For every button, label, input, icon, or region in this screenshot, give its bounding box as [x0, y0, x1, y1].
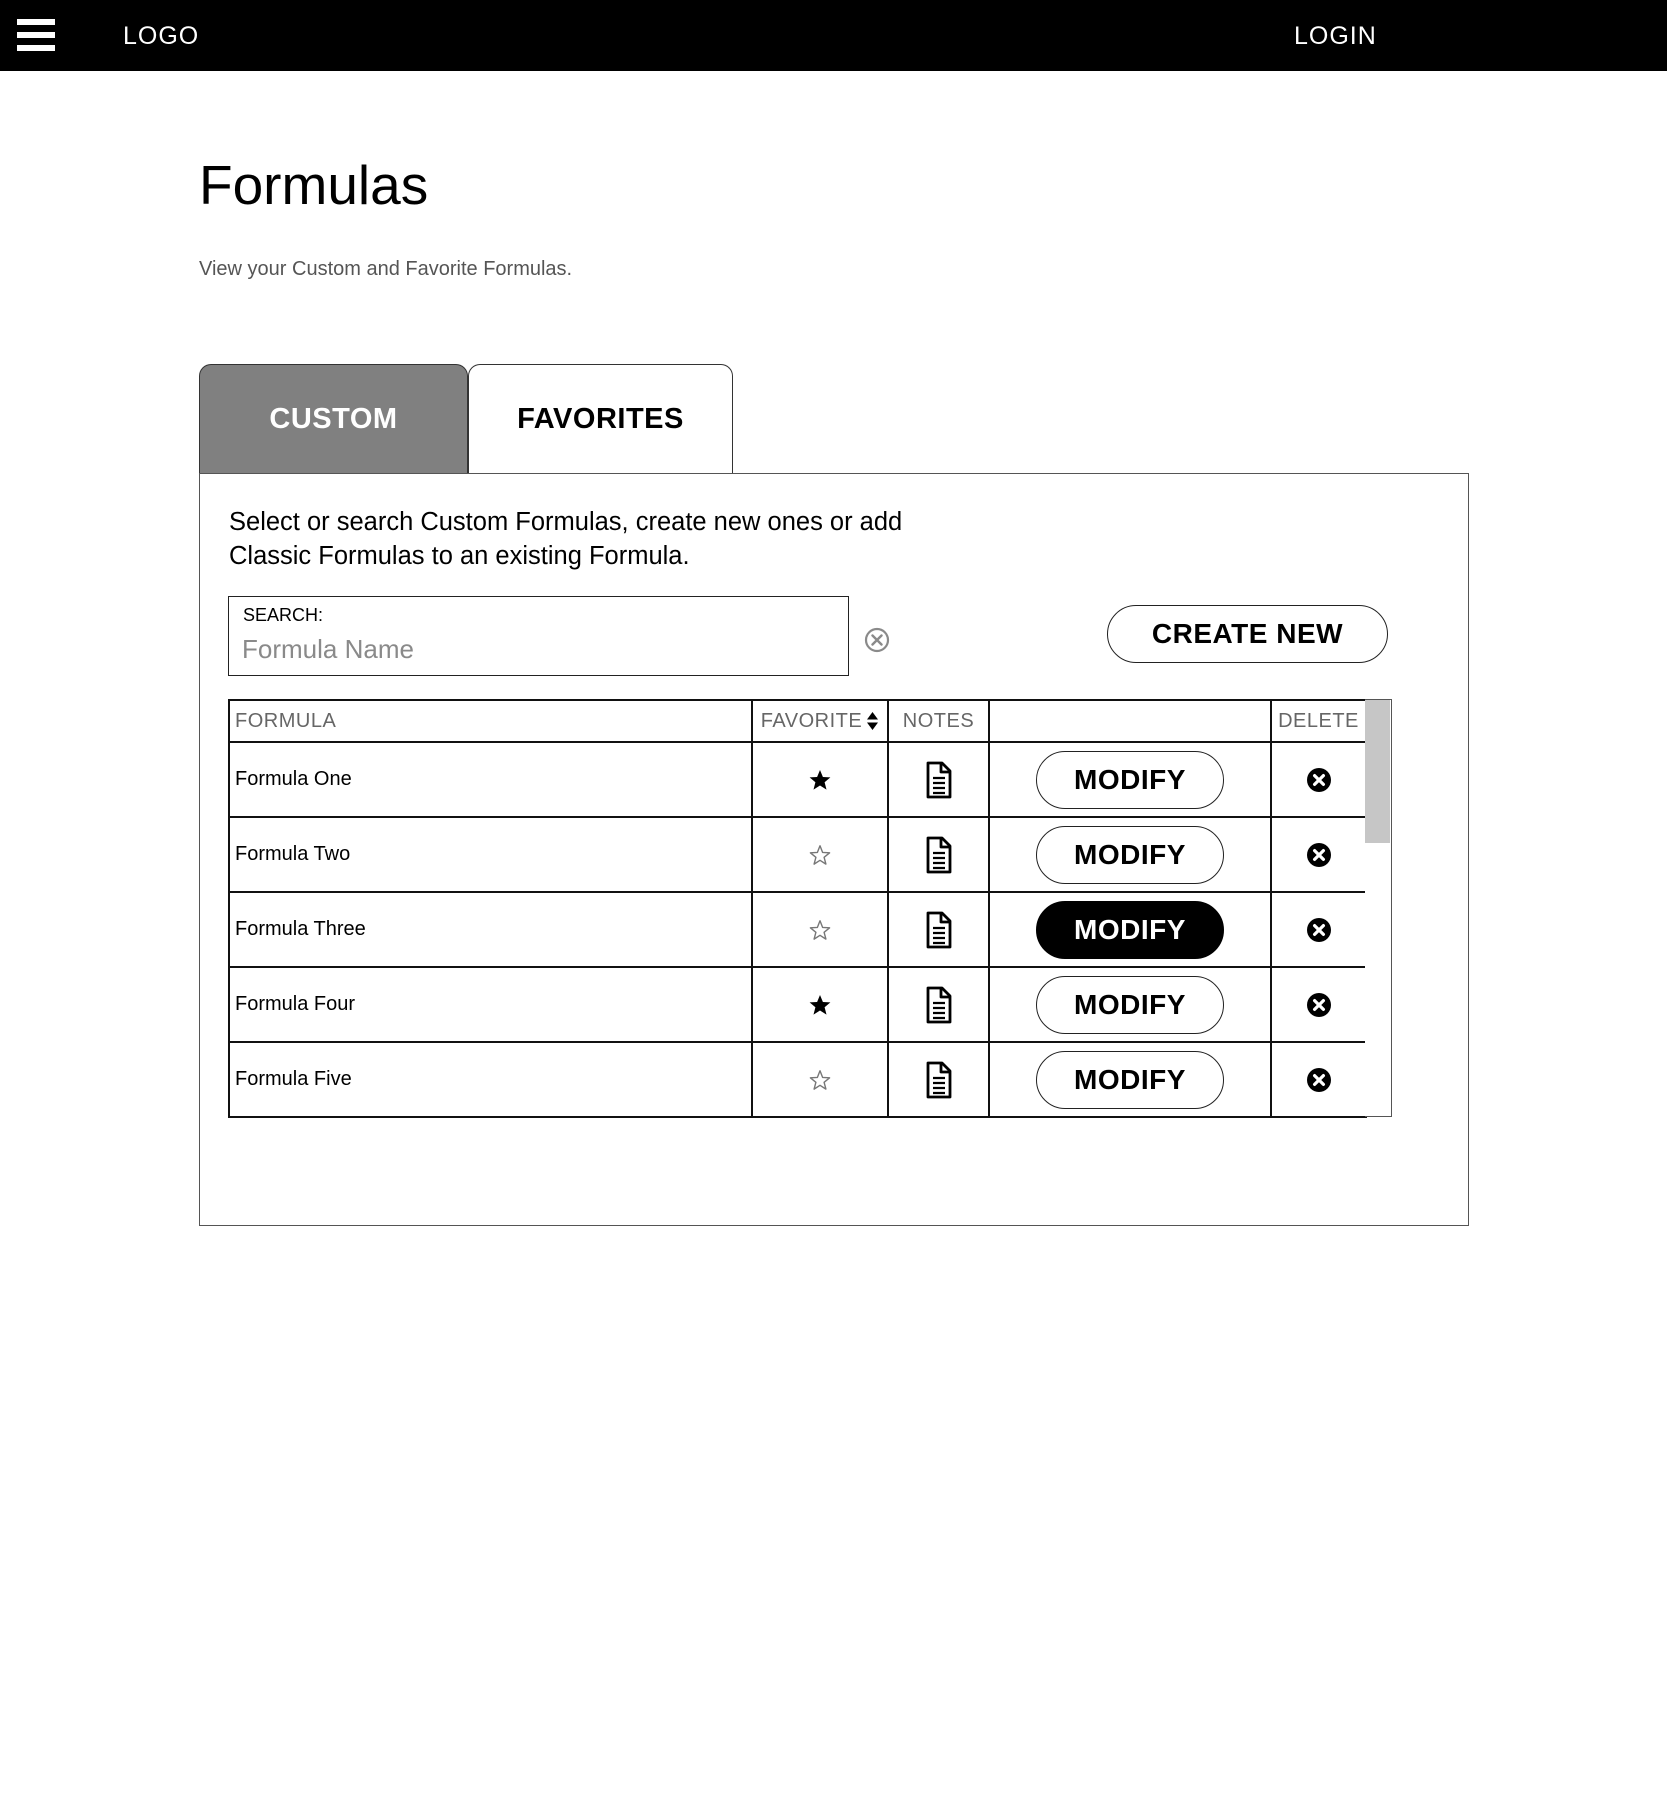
table-scrollbar[interactable]	[1365, 699, 1392, 1117]
page-title: Formulas	[199, 154, 429, 216]
notes-document-icon[interactable]	[925, 836, 953, 874]
notes-cell	[888, 892, 989, 967]
notes-document-icon[interactable]	[925, 1061, 953, 1099]
table-row[interactable]	[229, 1042, 1366, 1117]
formula-name[interactable]: Formula Four	[229, 967, 752, 1042]
action-cell	[989, 892, 1271, 967]
star-filled-icon[interactable]	[808, 993, 832, 1017]
page-subtitle: View your Custom and Favorite Formulas.	[199, 258, 573, 280]
favorite-cell	[752, 742, 888, 817]
sort-icon[interactable]	[866, 711, 879, 731]
column-header-delete: DELETE	[1271, 700, 1366, 742]
notes-cell	[888, 1042, 989, 1117]
formulas-table	[228, 699, 1367, 1118]
table-header-row	[229, 700, 1366, 742]
delete-x-icon[interactable]	[1306, 1067, 1332, 1093]
tab-custom[interactable]: CUSTOM	[199, 364, 468, 473]
notes-document-icon[interactable]	[925, 761, 953, 799]
delete-cell	[1271, 967, 1366, 1042]
table-row[interactable]	[229, 967, 1366, 1042]
action-cell	[989, 742, 1271, 817]
logo[interactable]: LOGO	[123, 22, 200, 50]
action-cell	[989, 967, 1271, 1042]
modify-button[interactable]: MODIFY	[1036, 751, 1224, 809]
delete-cell	[1271, 1042, 1366, 1117]
delete-x-icon[interactable]	[1306, 767, 1332, 793]
star-filled-icon[interactable]	[808, 768, 832, 792]
panel-description-line: Classic Formulas to an existing Formula.	[229, 542, 690, 570]
formulas-table-container	[228, 699, 1392, 1117]
column-header-formula: FORMULA	[229, 700, 752, 742]
create-new-button[interactable]: CREATE NEW	[1107, 605, 1388, 663]
delete-x-icon[interactable]	[1306, 842, 1332, 868]
column-header-action	[989, 700, 1271, 742]
search-label: SEARCH:	[243, 605, 324, 625]
modify-button[interactable]: MODIFY	[1036, 1051, 1224, 1109]
column-header-notes: NOTES	[888, 700, 989, 742]
notes-cell	[888, 817, 989, 892]
formula-name[interactable]: Formula Five	[229, 1042, 752, 1117]
action-cell	[989, 1042, 1271, 1117]
notes-cell	[888, 742, 989, 817]
formula-name[interactable]: Formula Two	[229, 817, 752, 892]
delete-cell	[1271, 892, 1366, 967]
star-outline-icon[interactable]	[808, 843, 832, 867]
favorite-cell	[752, 1042, 888, 1117]
scrollbar-thumb[interactable]	[1365, 700, 1390, 843]
modify-button[interactable]: MODIFY	[1036, 826, 1224, 884]
login-link[interactable]: LOGIN	[1294, 22, 1377, 50]
panel-description-line: Select or search Custom Formulas, create new ones or add	[229, 508, 903, 536]
hamburger-menu-icon[interactable]	[17, 19, 55, 51]
column-header-favorite[interactable]	[752, 700, 888, 742]
modify-button[interactable]: MODIFY	[1036, 976, 1224, 1034]
formula-name[interactable]: Formula Three	[229, 892, 752, 967]
search-field[interactable]	[228, 596, 849, 676]
favorite-cell	[752, 892, 888, 967]
formula-name[interactable]: Formula One	[229, 742, 752, 817]
delete-cell	[1271, 817, 1366, 892]
formulas-table-body	[229, 742, 1366, 1117]
modify-button[interactable]: MODIFY	[1036, 901, 1224, 959]
star-outline-icon[interactable]	[808, 1068, 832, 1092]
table-row[interactable]	[229, 742, 1366, 817]
top-navigation-bar	[0, 0, 1667, 71]
action-cell	[989, 817, 1271, 892]
star-outline-icon[interactable]	[808, 918, 832, 942]
table-row[interactable]	[229, 892, 1366, 967]
delete-x-icon[interactable]	[1306, 917, 1332, 943]
delete-cell	[1271, 742, 1366, 817]
notes-cell	[888, 967, 989, 1042]
notes-document-icon[interactable]	[925, 986, 953, 1024]
tab-favorites[interactable]: FAVORITES	[468, 364, 733, 473]
delete-x-icon[interactable]	[1306, 992, 1332, 1018]
favorite-cell	[752, 967, 888, 1042]
clear-search-icon[interactable]	[864, 627, 890, 653]
notes-document-icon[interactable]	[925, 911, 953, 949]
table-row[interactable]	[229, 817, 1366, 892]
favorite-cell	[752, 817, 888, 892]
panel-description	[229, 505, 989, 573]
search-input[interactable]	[242, 631, 832, 667]
favorite-header-label: FAVORITE	[760, 709, 863, 732]
